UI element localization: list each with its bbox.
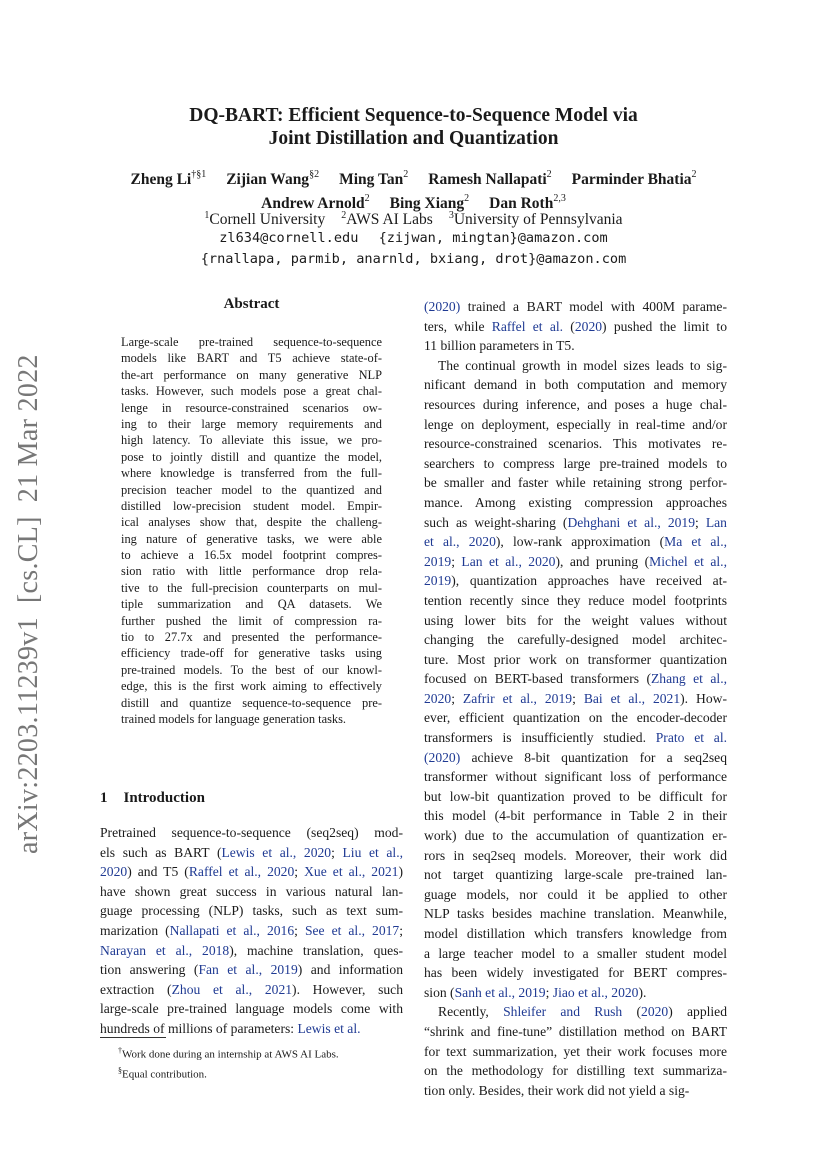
text-line: “shrink and fine-tune” distillation method on BART — [424, 1023, 727, 1039]
abstract-line: high latency. To alleviate this issue, we pro- — [121, 433, 382, 448]
abstract-line: ing nature of generative tasks, we were able — [121, 531, 382, 546]
text-line: for text summarization, yet their work focuses more — [424, 1043, 727, 1059]
abstract-line: tiple summarization and QA datasets. We — [121, 597, 382, 612]
author-name: Bing Xiang$^2$ — [389, 193, 470, 213]
arxiv-id: arXiv:2203.11239v1 — [13, 617, 44, 854]
text-line: mance. Among existing compression approaches — [424, 494, 727, 510]
footnote: §Equal contribution. — [118, 1065, 207, 1081]
text-line: searchers to compress large pre-trained models to — [424, 455, 727, 471]
section-title: Introduction — [123, 790, 205, 806]
text-line: resources during inference, and poses a huge chal- — [424, 396, 727, 412]
title-line-1: DQ-BART: Efficient Sequence-to-Sequence Model via — [189, 105, 638, 126]
abstract-line: tio to 27.7x and presented the performance- — [121, 630, 382, 645]
text-line: rors in seq2seq models. Moreover, their work did — [424, 847, 727, 863]
author-affiliation-mark: 2 — [691, 169, 697, 180]
email-line-1 — [0, 228, 827, 249]
text-line: tion only. Besides, their work did not yield a sig- — [424, 1082, 690, 1098]
author-name: Andrew Arnold$^2$ — [261, 193, 370, 213]
text-line: such as weight-sharing (Dehghani et al., 2019; Lan — [424, 514, 727, 530]
abstract-line: the-art performance on many generative NLP — [121, 367, 382, 382]
author-name: Zijian Wang$^{\S 2}$ — [226, 169, 320, 189]
author-name: Parminder Bhatia$^2$ — [571, 169, 697, 189]
author-name: Dan Roth$^{2,3}$ — [489, 193, 566, 213]
abstract-line: trained models for language generation tasks. — [121, 711, 347, 726]
citation-link[interactable]: Raffel et al. — [491, 318, 564, 334]
affiliation: $^1$Cornell University — [204, 210, 326, 229]
citation-link[interactable]: Raffel et al., 2020 — [188, 864, 295, 880]
left-column-body — [100, 823, 403, 1039]
author-affiliation-mark: 2 — [546, 169, 552, 180]
text-line: be smaller and faster while retaining strong perfor- — [424, 475, 727, 491]
text-line: ever, efficient quantization on the encoder-decoder — [424, 710, 727, 726]
citation-link[interactable]: 2020 — [424, 690, 452, 706]
affiliation-mark: 3 — [448, 210, 454, 221]
email-list — [0, 228, 827, 270]
abstract-line: pose to jointly distill and quantize the model, — [121, 449, 382, 464]
citation-link[interactable]: Fan et al., 2019 — [198, 962, 298, 978]
citation-link[interactable]: Jiao et al., 2020 — [552, 984, 639, 1000]
paper-title — [0, 104, 827, 150]
text-line: guage processing (NLP) tasks, such as text sum- — [100, 903, 403, 919]
abstract-line: where knowledge is transferred from the full- — [121, 466, 382, 481]
text-line: focused on BERT-based transformers (Zhang et al., — [424, 671, 727, 687]
abstract-line: ing to their large memory requirements and — [121, 416, 382, 431]
citation-link[interactable]: 2019 — [424, 553, 452, 569]
right-column-body — [424, 297, 727, 1100]
text-line: The continual growth in model sizes leads to sig- — [438, 357, 727, 373]
text-line: guage models, nor could it be applied to other — [424, 886, 727, 902]
text-line: tion answering (Fan et al., 2019) and information — [100, 962, 403, 978]
text-line: work) due to the accumulation of quantization er- — [424, 828, 727, 844]
abstract-line: sion ratio with little performance drop rela- — [121, 564, 382, 579]
author-name: Zheng Li$^{\dagger\S 1}$ — [130, 169, 207, 189]
citation-link[interactable]: Lan — [705, 514, 727, 530]
author-name: Ramesh Nallapati$^2$ — [428, 169, 552, 189]
affiliation-mark: 1 — [204, 210, 210, 221]
text-line: ters, while Raffel et al. (2020) pushed the limit to — [424, 318, 727, 334]
citation-link[interactable]: Liu et al., — [342, 844, 403, 860]
text-line: 2019; Lan et al., 2020), and pruning (Michel et al., — [424, 553, 727, 569]
abstract-line: distilled low-precision student model. Empir- — [121, 498, 382, 513]
text-line: extraction (Zhou et al., 2021). However, such — [100, 981, 403, 997]
citation-link[interactable]: Lewis et al., 2020 — [221, 844, 332, 860]
text-line: large-scale pre-trained language models come with — [100, 1001, 403, 1017]
citation-link[interactable]: Zhou et al., 2021 — [171, 981, 293, 997]
text-line: (2020) achieve 8-bit quantization for a seq2seq — [424, 749, 727, 765]
email-address: {zijwan, mingtan}@amazon.com — [378, 230, 608, 246]
text-line: els such as BART (Lewis et al., 2020; Liu et al., — [100, 844, 403, 860]
citation-link[interactable]: Lewis et al. — [297, 1020, 361, 1036]
affiliation: $^2$AWS AI Labs — [341, 210, 433, 229]
affiliation-list — [0, 206, 827, 230]
text-line: tention recently since they reduce model footprints — [424, 592, 727, 608]
text-line: 11 billion parameters in T5. — [424, 338, 575, 354]
abstract-heading: Abstract — [223, 296, 280, 312]
text-line: transformers is insufficiently studied. Prato et al. — [424, 730, 727, 746]
citation-link[interactable]: 2020 — [641, 1004, 669, 1020]
text-line: Recently, Shleifer and Rush (2020) applied — [438, 1004, 727, 1020]
abstract-line: lenge in resource-constrained scenarios ow- — [121, 400, 382, 415]
author-affiliation-mark: 2,3 — [553, 193, 566, 205]
email-line-2: {rnallapa, parmib, anarnld, bxiang, drot}@amazon.com — [200, 251, 627, 267]
abstract-line: efficiency trade-off for generative tasks using — [121, 646, 382, 661]
citation-link[interactable]: Michel et al., — [649, 553, 727, 569]
title-line-2: Joint Distillation and Quantization — [268, 128, 559, 149]
text-line: not target quantizing large-scale pre-trained lan- — [424, 867, 727, 883]
footnotes — [100, 1043, 339, 1082]
abstract-line: pre-trained models. To the best of our knowl- — [121, 662, 382, 677]
citation-link[interactable]: Zhang et al., — [650, 671, 727, 687]
text-line: 2020; Zafrir et al., 2019; Bai et al., 2021). How- — [424, 690, 727, 706]
text-line: et al., 2020), low-rank approximation (Ma et al., — [424, 534, 727, 550]
text-line: but low-bit quantization proved to be difficult for — [424, 788, 727, 804]
text-line: 2020) and T5 (Raffel et al., 2020; Xue et al., 2021) — [100, 864, 404, 880]
citation-link[interactable]: Bai et al., 2021 — [583, 690, 681, 706]
text-line: a large teacher model to a smaller student model — [424, 945, 727, 961]
abstract-line: edge, this is the first work aiming to effectively — [121, 679, 382, 694]
text-line: model distillation which transfers knowledge from — [424, 926, 727, 941]
footnote-rule — [100, 1037, 166, 1038]
author-row-1 — [0, 166, 827, 190]
abstract-line: tive to the full-precision counterparts on mul- — [121, 580, 382, 595]
text-line: lenge on deployment, especially in real-time and/or — [424, 416, 727, 432]
text-line: using lower bits for the weight values without — [424, 612, 727, 628]
citation-link[interactable]: Ma et al., — [664, 534, 727, 550]
section-number: 1 — [100, 790, 108, 806]
citation-link[interactable]: (2020) — [424, 299, 461, 314]
affiliation: $^3$University of Pennsylvania — [448, 210, 623, 229]
citation-link[interactable]: Xue et al., 2021 — [304, 864, 399, 880]
author-affiliation-mark: 2 — [403, 169, 409, 180]
arxiv-date: 21 Mar 2022 — [13, 354, 44, 503]
text-line: 2019), quantization approaches have received at- — [424, 573, 727, 589]
email-address: zl634@cornell.edu — [219, 230, 359, 246]
citation-link[interactable]: 2020 — [100, 864, 128, 880]
citation-link[interactable]: et al., 2020 — [424, 534, 496, 550]
arxiv-category: [cs.CL] — [13, 516, 44, 604]
affiliation-mark: 2 — [341, 210, 347, 221]
text-line: ture. Most prior work on transformer quantization — [424, 651, 727, 667]
section-heading-introduction — [100, 790, 205, 807]
citation-link[interactable]: Prato et al. — [655, 730, 727, 746]
text-line: marization (Nallapati et al., 2016; See et al., 2017; — [100, 922, 403, 938]
citation-link[interactable]: See et al., 2017 — [304, 922, 400, 938]
text-line: have shown great success in various natural lan- — [100, 883, 403, 899]
citation-link[interactable]: Zafrir et al., 2019 — [462, 690, 573, 706]
author-affiliation-mark: §2 — [309, 169, 320, 180]
citation-link[interactable]: Narayan et al., 2018 — [100, 942, 230, 958]
citation-link[interactable]: 2019 — [424, 573, 452, 589]
text-line: hundreds of millions of parameters: Lewis et al. — [100, 1020, 361, 1036]
text-line: has been widely investigated for BERT compres- — [424, 965, 727, 981]
abstract-line: precision teacher model to the quantized and — [121, 482, 382, 497]
text-line: Pretrained sequence-to-sequence (seq2seq) mod- — [100, 825, 403, 840]
citation-link[interactable]: Sanh et al., 2019 — [454, 984, 546, 1000]
abstract-line: to achieve a 16.5x model footprint compres- — [121, 548, 382, 563]
footnote: †Work done during an internship at AWS AI Labs. — [118, 1046, 339, 1061]
abstract-line: further pushed the limit of compression ra- — [121, 613, 382, 628]
text-line: transformer without significant loss of performance — [424, 769, 727, 785]
abstract-line: ical analyses show that, despite the challeng- — [121, 515, 382, 530]
arxiv-sidebar-stamp — [13, 340, 45, 854]
abstract-line: models like BART and T5 achieve state-of- — [121, 351, 382, 366]
author-affiliation-mark: 2 — [464, 193, 470, 205]
citation-link[interactable]: Nallapati et al., 2016 — [169, 922, 295, 938]
text-line: Narayan et al., 2018), machine translation, ques- — [100, 942, 404, 958]
text-line: sion (Sanh et al., 2019; Jiao et al., 2020). — [424, 984, 647, 1000]
abstract-body — [121, 334, 382, 727]
footnote-mark: § — [118, 1065, 122, 1075]
citation-link[interactable]: Lan et al., 2020 — [461, 553, 556, 569]
text-line: this model (4-bit performance in Table 2 in their — [424, 808, 727, 824]
abstract-line: tasks. However, such models pose a great chal- — [121, 384, 382, 399]
citation-link[interactable]: Shleifer and Rush — [503, 1004, 623, 1020]
author-affiliation-mark: 2 — [364, 193, 370, 205]
abstract-line: Large-scale pre-trained sequence-to-sequence — [121, 335, 382, 349]
abstract-line: distill and quantize sequence-to-sequence pre- — [121, 695, 382, 710]
author-name: Ming Tan$^2$ — [339, 169, 409, 189]
footnote-mark: † — [118, 1046, 122, 1055]
citation-link[interactable]: 2020 — [574, 318, 603, 334]
text-line: NLP tasks besides machine translation. Meanwhile, — [424, 906, 727, 922]
text-line: resource-constrained scenarios. This motivates re- — [424, 436, 727, 452]
text-line: nificant demand in both computation and memory — [424, 377, 727, 393]
text-line: (2020) trained a BART model with 400M parame- — [424, 299, 727, 314]
citation-link[interactable]: Dehghani et al., 2019 — [567, 514, 696, 530]
citation-link[interactable]: (2020) — [424, 749, 461, 765]
author-affiliation-mark: †§1 — [191, 169, 207, 180]
text-line: changing the carefully-designed model architec- — [424, 632, 727, 648]
text-line: on the methodology for distilling text summariza- — [424, 1063, 727, 1079]
